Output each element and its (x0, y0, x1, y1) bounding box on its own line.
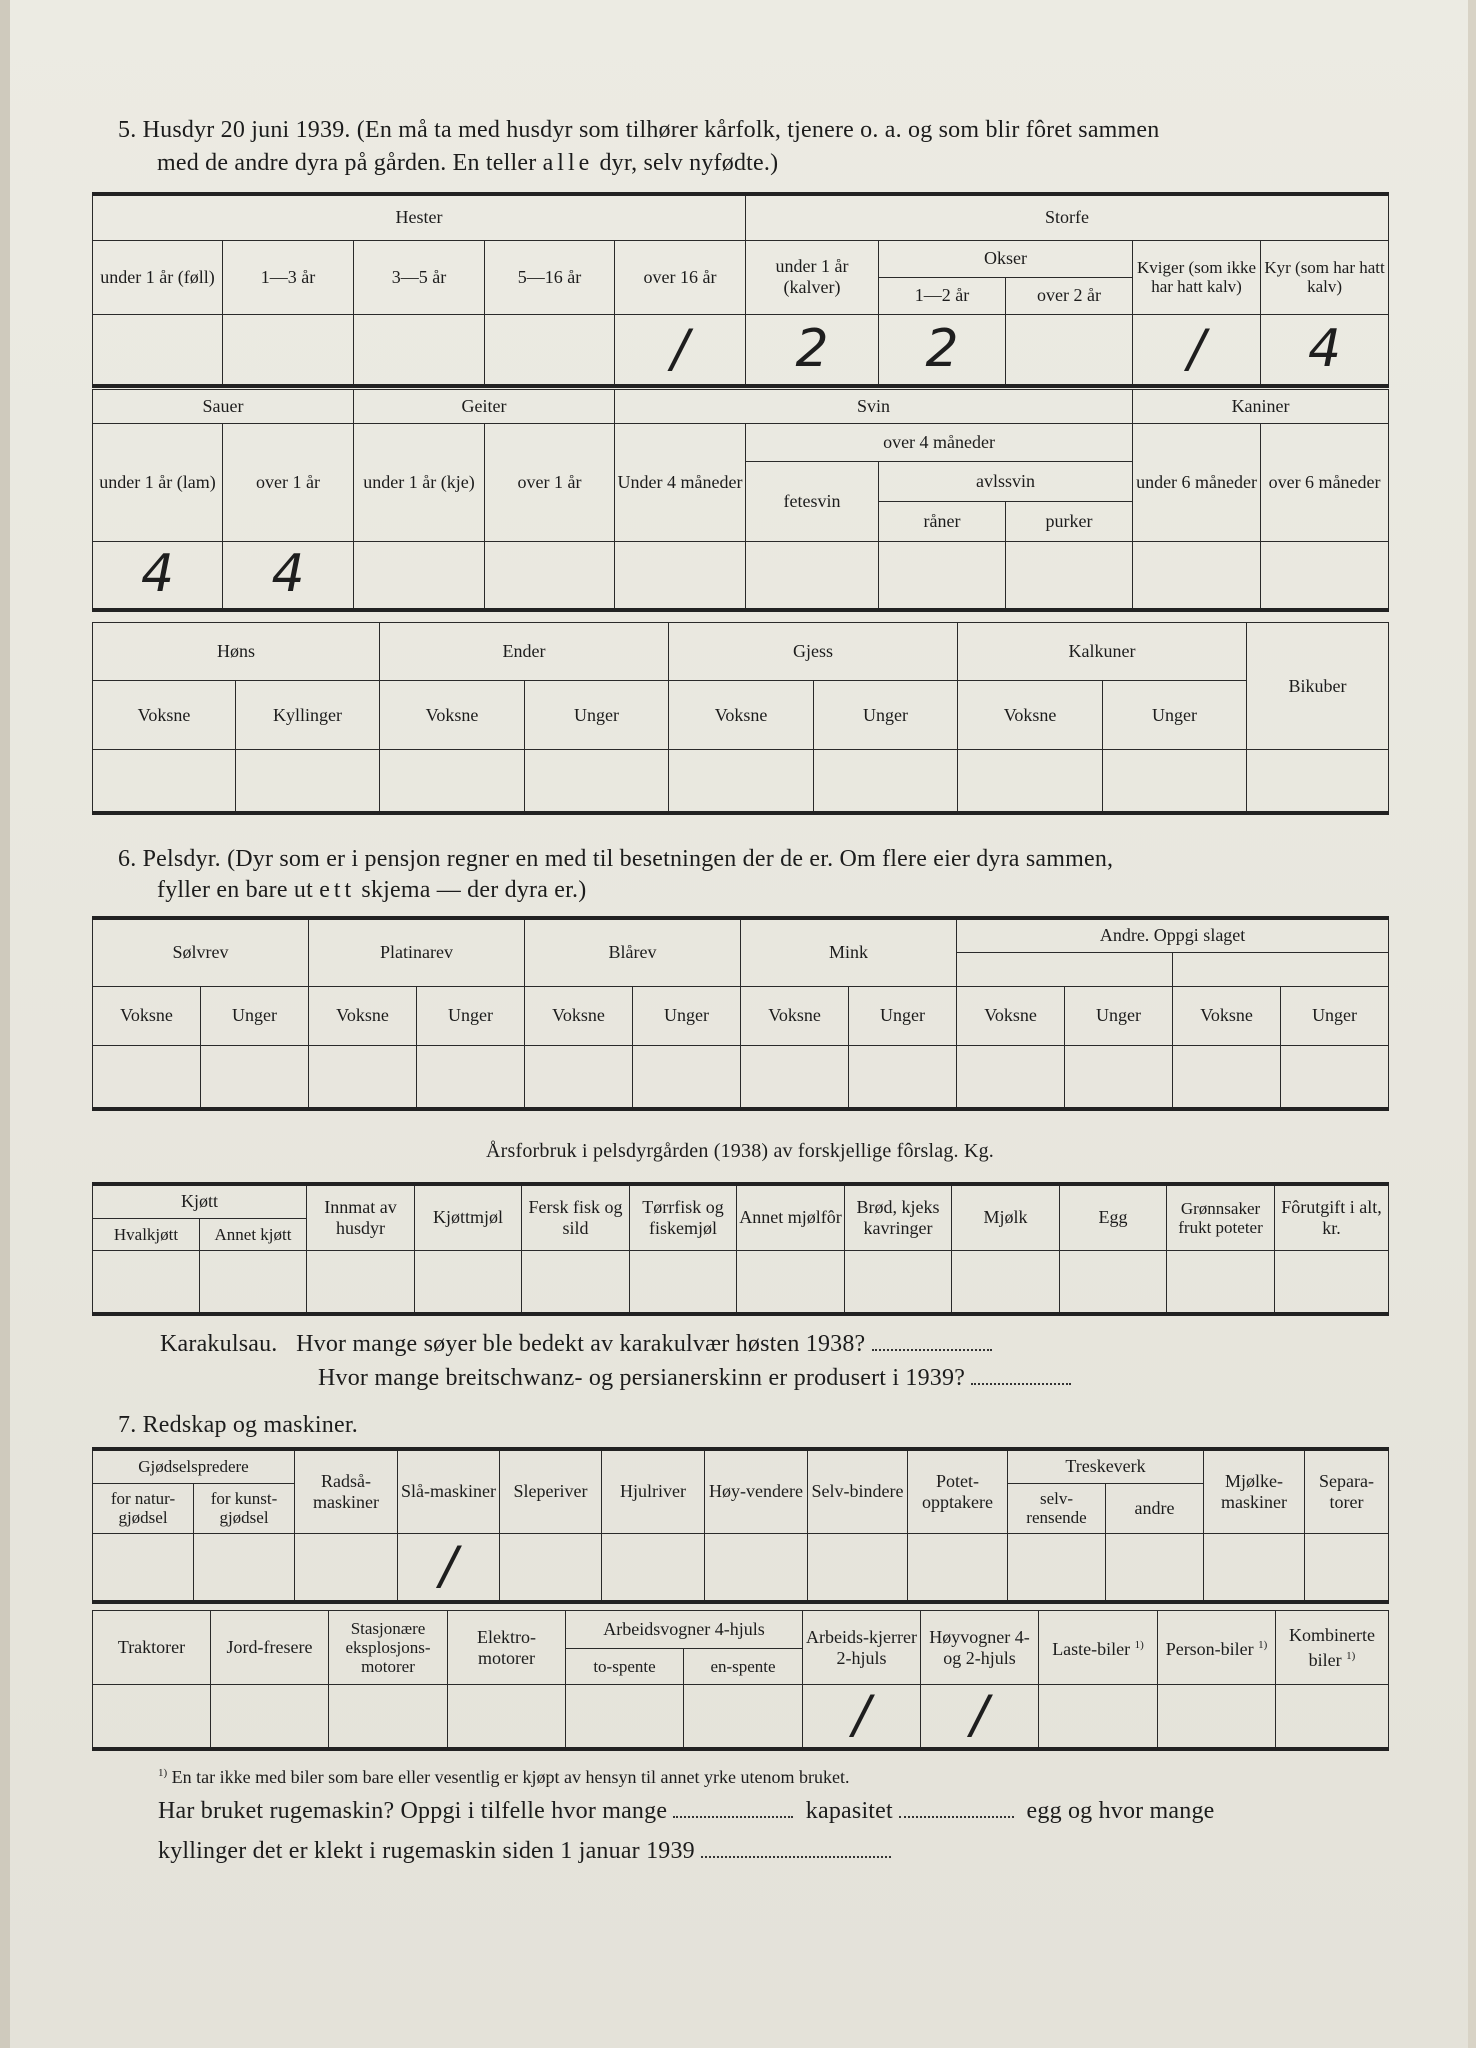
val-hester-1-3[interactable] (223, 314, 354, 386)
hester-3-5: 3—5 år (354, 240, 485, 314)
rugemaskin-q-a: Har bruket rugemaskin? Oppgi i tilfelle hvor mange (158, 1798, 668, 1824)
footnote (158, 1762, 1388, 1788)
traktorer-header: Traktorer (93, 1611, 211, 1685)
val-kombinerte[interactable] (1276, 1685, 1389, 1749)
val-mink-unger[interactable] (849, 1045, 957, 1109)
kaniner-over6: over 6 måneder (1261, 424, 1389, 542)
lastebiler-fn: 1) (1134, 1639, 1144, 1651)
innmat-header: Innmat av husdyr (307, 1184, 415, 1250)
val-andre1-voksne[interactable] (957, 1045, 1065, 1109)
val-blaarev-voksne[interactable] (525, 1045, 633, 1109)
paper-edge-right (1468, 0, 1476, 2048)
storfe-header: Storfe (746, 194, 1389, 240)
val-purker[interactable] (1006, 542, 1133, 610)
separatorer-header: Separa-torer (1305, 1449, 1389, 1533)
purker: purker (1006, 502, 1133, 542)
storfe-under1: under 1 år (kalver) (746, 240, 879, 314)
kjottmjol-header: Kjøttmjøl (415, 1184, 522, 1250)
forbruk-title: Årsforbruk i pelsdyrgården (1938) av forskjellige fôrslag. Kg. (485, 1140, 994, 1162)
mink-voksne: Voksne (741, 986, 849, 1045)
potetopptakere-header: Potet-opptakere (908, 1449, 1008, 1533)
kombinerte-header (1276, 1611, 1389, 1685)
val-mjolk[interactable] (952, 1250, 1060, 1314)
platinarev-voksne: Voksne (309, 986, 417, 1045)
kaniner-under6: under 6 måneder (1133, 424, 1261, 542)
hons-voksne: Voksne (93, 681, 236, 750)
val-kaniner-over6[interactable] (1261, 542, 1389, 610)
fersk-fisk-header: Fersk fisk og sild (522, 1184, 630, 1250)
val-innmat[interactable] (307, 1250, 415, 1314)
annet-kjott-header: Annet kjøtt (200, 1218, 307, 1250)
section5-line2 (157, 146, 1397, 180)
kalkuner-voksne: Voksne (958, 681, 1103, 750)
annet-mjolfor-header: Annet mjølfôr (737, 1184, 845, 1250)
svin-under4: Under 4 måneder (615, 424, 746, 542)
okser-over2: over 2 år (1006, 277, 1133, 314)
val-en-spente[interactable] (684, 1685, 803, 1749)
val-radsaa[interactable] (295, 1533, 398, 1602)
val-to-spente[interactable] (566, 1685, 684, 1749)
val-stasjonaere[interactable] (329, 1685, 448, 1749)
hons-header: Høns (93, 623, 380, 681)
andre-slag-2[interactable] (1173, 952, 1389, 986)
val-bikuber[interactable] (1247, 750, 1389, 813)
hester-under1: under 1 år (føll) (93, 240, 223, 314)
val-ender-voksne[interactable] (380, 750, 525, 813)
rugemaskin-line2-text: kyllinger det er klekt i rugemaskin siden 1 januar 1939 (158, 1838, 695, 1864)
blaarev-voksne: Voksne (525, 986, 633, 1045)
kviger-header: Kviger (som ikke har hatt kalv) (1133, 240, 1261, 314)
table-pelsdyr (92, 916, 1389, 1111)
val-kalkuner-unger[interactable] (1103, 750, 1247, 813)
andre1-voksne: Voksne (957, 986, 1065, 1045)
blaarev-unger: Unger (633, 986, 741, 1045)
val-arbeidskjerrer[interactable]: / (803, 1685, 921, 1749)
sau-over1: over 1 år (223, 424, 354, 542)
rugemaskin-line1 (158, 1794, 1398, 1828)
val-hjulriver[interactable] (602, 1533, 705, 1602)
val-hester-5-16[interactable] (485, 314, 615, 386)
val-hvalkjott[interactable] (93, 1250, 200, 1314)
val-hoyvogner[interactable]: / (921, 1685, 1039, 1749)
val-kjottmjol[interactable] (415, 1250, 522, 1314)
val-mink-voksne[interactable] (741, 1045, 849, 1109)
val-selvbindere[interactable] (808, 1533, 908, 1602)
solvrev-voksne: Voksne (93, 986, 201, 1045)
torrfisk-header: Tørrfisk og fiskemjøl (630, 1184, 737, 1250)
platinarev-header: Platinarev (309, 918, 525, 986)
val-gjess-voksne[interactable] (669, 750, 814, 813)
bikuber-header: Bikuber (1247, 623, 1389, 750)
val-separatorer[interactable] (1305, 1533, 1389, 1602)
karakul-q2-answer[interactable] (971, 1367, 1071, 1385)
rugemaskin-line2 (158, 1834, 1398, 1868)
val-annet-mjolfor[interactable] (737, 1250, 845, 1314)
andre-header: Andre. Oppgi slaget (957, 918, 1389, 952)
val-traktorer[interactable] (93, 1685, 211, 1749)
rugemaskin-antall-answer[interactable] (673, 1800, 793, 1818)
table-fjaerfe (92, 622, 1389, 815)
treskeverk-andre-header: andre (1106, 1483, 1204, 1533)
val-raaner[interactable] (879, 542, 1006, 610)
table-sauer-geiter-svin (92, 389, 1389, 612)
okser-1-2: 1—2 år (879, 277, 1006, 314)
sauer-header: Sauer (93, 390, 354, 424)
solvrev-unger: Unger (201, 986, 309, 1045)
selvbindere-header: Selv-bindere (808, 1449, 908, 1533)
section5-line2a: med de andre dyra på gården. En teller (157, 150, 543, 176)
val-okser-1-2[interactable]: 2 (879, 314, 1006, 386)
val-gronnsaker[interactable] (1167, 1250, 1275, 1314)
val-forutgift[interactable] (1275, 1250, 1389, 1314)
val-kaniner-under6[interactable] (1133, 542, 1261, 610)
karakul-q1: Hvor mange søyer ble bedekt av karakulvær høsten 1938? (296, 1331, 866, 1357)
val-hester-3-5[interactable] (354, 314, 485, 386)
brod-header: Brød, kjeks kavringer (845, 1184, 952, 1250)
val-andre2-voksne[interactable] (1173, 1045, 1281, 1109)
val-torrfisk[interactable] (630, 1250, 737, 1314)
hester-header: Hester (93, 194, 746, 240)
mjolkemaskiner-header: Mjølke-maskiner (1204, 1449, 1305, 1533)
kalkuner-header: Kalkuner (958, 623, 1247, 681)
hester-over16: over 16 år (615, 240, 746, 314)
platinarev-unger: Unger (417, 986, 525, 1045)
andre2-voksne: Voksne (1173, 986, 1281, 1045)
for-natur-header: for natur-gjødsel (93, 1483, 194, 1533)
fetesvin: fetesvin (746, 462, 879, 542)
val-hester-under1[interactable] (93, 314, 223, 386)
section6-line2c: skjema — der dyra er.) (355, 877, 587, 903)
karakul-q1-line (160, 1327, 1400, 1361)
val-ender-unger[interactable] (525, 750, 669, 813)
svin-over4: over 4 måneder (746, 424, 1133, 462)
val-lastebiler[interactable] (1039, 1685, 1158, 1749)
val-blaarev-unger[interactable] (633, 1045, 741, 1109)
arbeidsvogner-header: Arbeidsvogner 4-hjuls (566, 1611, 803, 1649)
hons-kyllinger: Kyllinger (236, 681, 380, 750)
val-fersk-fisk[interactable] (522, 1250, 630, 1314)
kyr-header: Kyr (som har hatt kalv) (1261, 240, 1389, 314)
section6-line2 (157, 873, 1397, 907)
val-okser-over2[interactable] (1006, 314, 1133, 386)
section5-line2b: alle (542, 150, 594, 176)
to-spente-header: to-spente (566, 1649, 684, 1685)
val-for-natur[interactable] (93, 1533, 194, 1602)
table-kjoretoy (92, 1610, 1389, 1751)
val-platinarev-unger[interactable] (417, 1045, 525, 1109)
section5-line2c: dyr, selv nyfødte.) (593, 150, 779, 176)
val-andre1-unger[interactable] (1065, 1045, 1173, 1109)
val-hons-kyllinger[interactable] (236, 750, 380, 813)
hvalkjott-header: Hvalkjøtt (93, 1218, 200, 1250)
okser-header: Okser (879, 240, 1133, 277)
val-solvrev-voksne[interactable] (93, 1045, 201, 1109)
karakul-q1-answer[interactable] (872, 1333, 992, 1351)
andre-slag-1[interactable] (957, 952, 1173, 986)
personbiler-fn: 1) (1258, 1639, 1268, 1651)
personbiler-label: Person-biler (1165, 1639, 1254, 1659)
val-svin-under4[interactable] (615, 542, 746, 610)
val-brod[interactable] (845, 1250, 952, 1314)
hester-5-16: 5—16 år (485, 240, 615, 314)
section7-title: 7. Redskap og maskiner. (118, 1412, 358, 1438)
val-annet-kjott[interactable] (200, 1250, 307, 1314)
elektromotorer-header: Elektro-motorer (448, 1611, 566, 1685)
personbiler-header (1158, 1611, 1276, 1685)
gjess-voksne: Voksne (669, 681, 814, 750)
gronnsaker-header: Grønnsaker frukt poteter (1167, 1184, 1275, 1250)
val-geit-over1[interactable] (485, 542, 615, 610)
val-geit-under1[interactable] (354, 542, 485, 610)
hjulriver-header: Hjulriver (602, 1449, 705, 1533)
kalkuner-unger: Unger (1103, 681, 1247, 750)
section5-line1: 5. Husdyr 20 juni 1939. (En må ta med husdyr som tilhører kårfolk, tjenere o. a. og som blir fôret sammen (118, 117, 1160, 143)
val-solvrev-unger[interactable] (201, 1045, 309, 1109)
val-mjolkemaskiner[interactable] (1204, 1533, 1305, 1602)
val-sleperiver[interactable] (500, 1533, 602, 1602)
arbeidskjerrer-header: Arbeids-kjerrer 2-hjuls (803, 1611, 921, 1685)
val-kyr[interactable]: 4 (1261, 314, 1389, 386)
gjess-unger: Unger (814, 681, 958, 750)
slaa-header: Slå-maskiner (398, 1449, 500, 1533)
stasjonaere-header: Stasjonære eksplosjons-motorer (329, 1611, 448, 1685)
treskeverk-header: Treskeverk (1008, 1449, 1204, 1483)
svin-header: Svin (615, 390, 1133, 424)
andre1-unger: Unger (1065, 986, 1173, 1045)
raaner: råner (879, 502, 1006, 542)
val-selvrensende[interactable] (1008, 1533, 1106, 1602)
lastebiler-label: Laste-biler (1052, 1639, 1131, 1659)
val-hoyvendere[interactable] (705, 1533, 808, 1602)
sleperiver-header: Sleperiver (500, 1449, 602, 1533)
section6-line2b: ett (319, 877, 356, 903)
val-jordfresere[interactable] (211, 1685, 329, 1749)
val-sau-over1[interactable]: 4 (223, 542, 354, 610)
geit-over1: over 1 år (485, 424, 615, 542)
kjott-header: Kjøtt (93, 1184, 307, 1218)
val-fetesvin[interactable] (746, 542, 879, 610)
section6-line2a: fyller en bare ut (157, 877, 320, 903)
table-redskap (92, 1447, 1389, 1604)
val-for-kunst[interactable] (194, 1533, 295, 1602)
egg-header: Egg (1060, 1184, 1167, 1250)
forutgift-header: Fôrutgift i alt, kr. (1275, 1184, 1389, 1250)
gjodselspredere-header: Gjødselspredere (93, 1449, 295, 1483)
geiter-header: Geiter (354, 390, 615, 424)
footnote-text: En tar ikke med biler som bare eller vesentlig er kjøpt av hensyn til annet yrke utenom bruket. (171, 1767, 850, 1787)
rugemaskin-kyllinger-answer[interactable] (701, 1840, 891, 1858)
val-kalkuner-voksne[interactable] (958, 750, 1103, 813)
sau-under1: under 1 år (lam) (93, 424, 223, 542)
table-hester-storfe (92, 192, 1389, 388)
selvrensende-header: selv-rensende (1008, 1483, 1106, 1533)
table-forbruk (92, 1182, 1389, 1316)
kombinerte-fn: 1) (1346, 1649, 1356, 1662)
val-slaa[interactable]: / (398, 1533, 500, 1602)
ender-unger: Unger (525, 681, 669, 750)
footnote-mark: 1) (158, 1767, 168, 1779)
rugemaskin-q-b: kapasitet (805, 1798, 893, 1824)
kombinerte-label: Kombinerte biler (1289, 1624, 1375, 1670)
val-hons-voksne[interactable] (93, 750, 236, 813)
en-spente-header: en-spente (684, 1649, 803, 1685)
section6-line1: 6. Pelsdyr. (Dyr som er i pensjon regner en med til besetningen der de er. Om flere eier dyra sammen, (118, 846, 1114, 872)
hoyvogner-header: Høyvogner 4- og 2-hjuls (921, 1611, 1039, 1685)
rugemaskin-q-c: egg og hvor mange (1026, 1798, 1215, 1824)
gjess-header: Gjess (669, 623, 958, 681)
andre2-unger: Unger (1281, 986, 1389, 1045)
mjolk-header: Mjølk (952, 1184, 1060, 1250)
solvrev-header: Sølvrev (93, 918, 309, 986)
kaniner-header: Kaniner (1133, 390, 1389, 424)
val-platinarev-voksne[interactable] (309, 1045, 417, 1109)
mink-header: Mink (741, 918, 957, 986)
blaarev-header: Blårev (525, 918, 741, 986)
rugemaskin-kapasitet-answer[interactable] (899, 1800, 1014, 1818)
val-personbiler[interactable] (1158, 1685, 1276, 1749)
karakul-label: Karakulsau. (160, 1331, 278, 1357)
val-elektromotorer[interactable] (448, 1685, 566, 1749)
for-kunst-header: for kunst-gjødsel (194, 1483, 295, 1533)
val-gjess-unger[interactable] (814, 750, 958, 813)
geit-under1: under 1 år (kje) (354, 424, 485, 542)
hester-1-3: 1—3 år (223, 240, 354, 314)
val-storfe-under1[interactable]: 2 (746, 314, 879, 386)
val-kviger[interactable]: / (1133, 314, 1261, 386)
avlssvin: avlssvin (879, 462, 1133, 502)
val-sau-under1[interactable]: 4 (93, 542, 223, 610)
radsaa-header: Radså-maskiner (295, 1449, 398, 1533)
ender-header: Ender (380, 623, 669, 681)
hoyvendere-header: Høy-vendere (705, 1449, 808, 1533)
mink-unger: Unger (849, 986, 957, 1045)
val-potetopptakere[interactable] (908, 1533, 1008, 1602)
val-treskeverk-andre[interactable] (1106, 1533, 1204, 1602)
karakul-q2-line (318, 1361, 1398, 1395)
jordfresere-header: Jord-freserе (211, 1611, 329, 1685)
ender-voksne: Voksne (380, 681, 525, 750)
val-hester-over16[interactable]: / (615, 314, 746, 386)
paper-edge-left (0, 0, 10, 2048)
lastebiler-header (1039, 1611, 1158, 1685)
val-andre2-unger[interactable] (1281, 1045, 1389, 1109)
karakul-q2: Hvor mange breitschwanz- og persianerskinn er produsert i 1939? (318, 1365, 966, 1391)
val-egg[interactable] (1060, 1250, 1167, 1314)
